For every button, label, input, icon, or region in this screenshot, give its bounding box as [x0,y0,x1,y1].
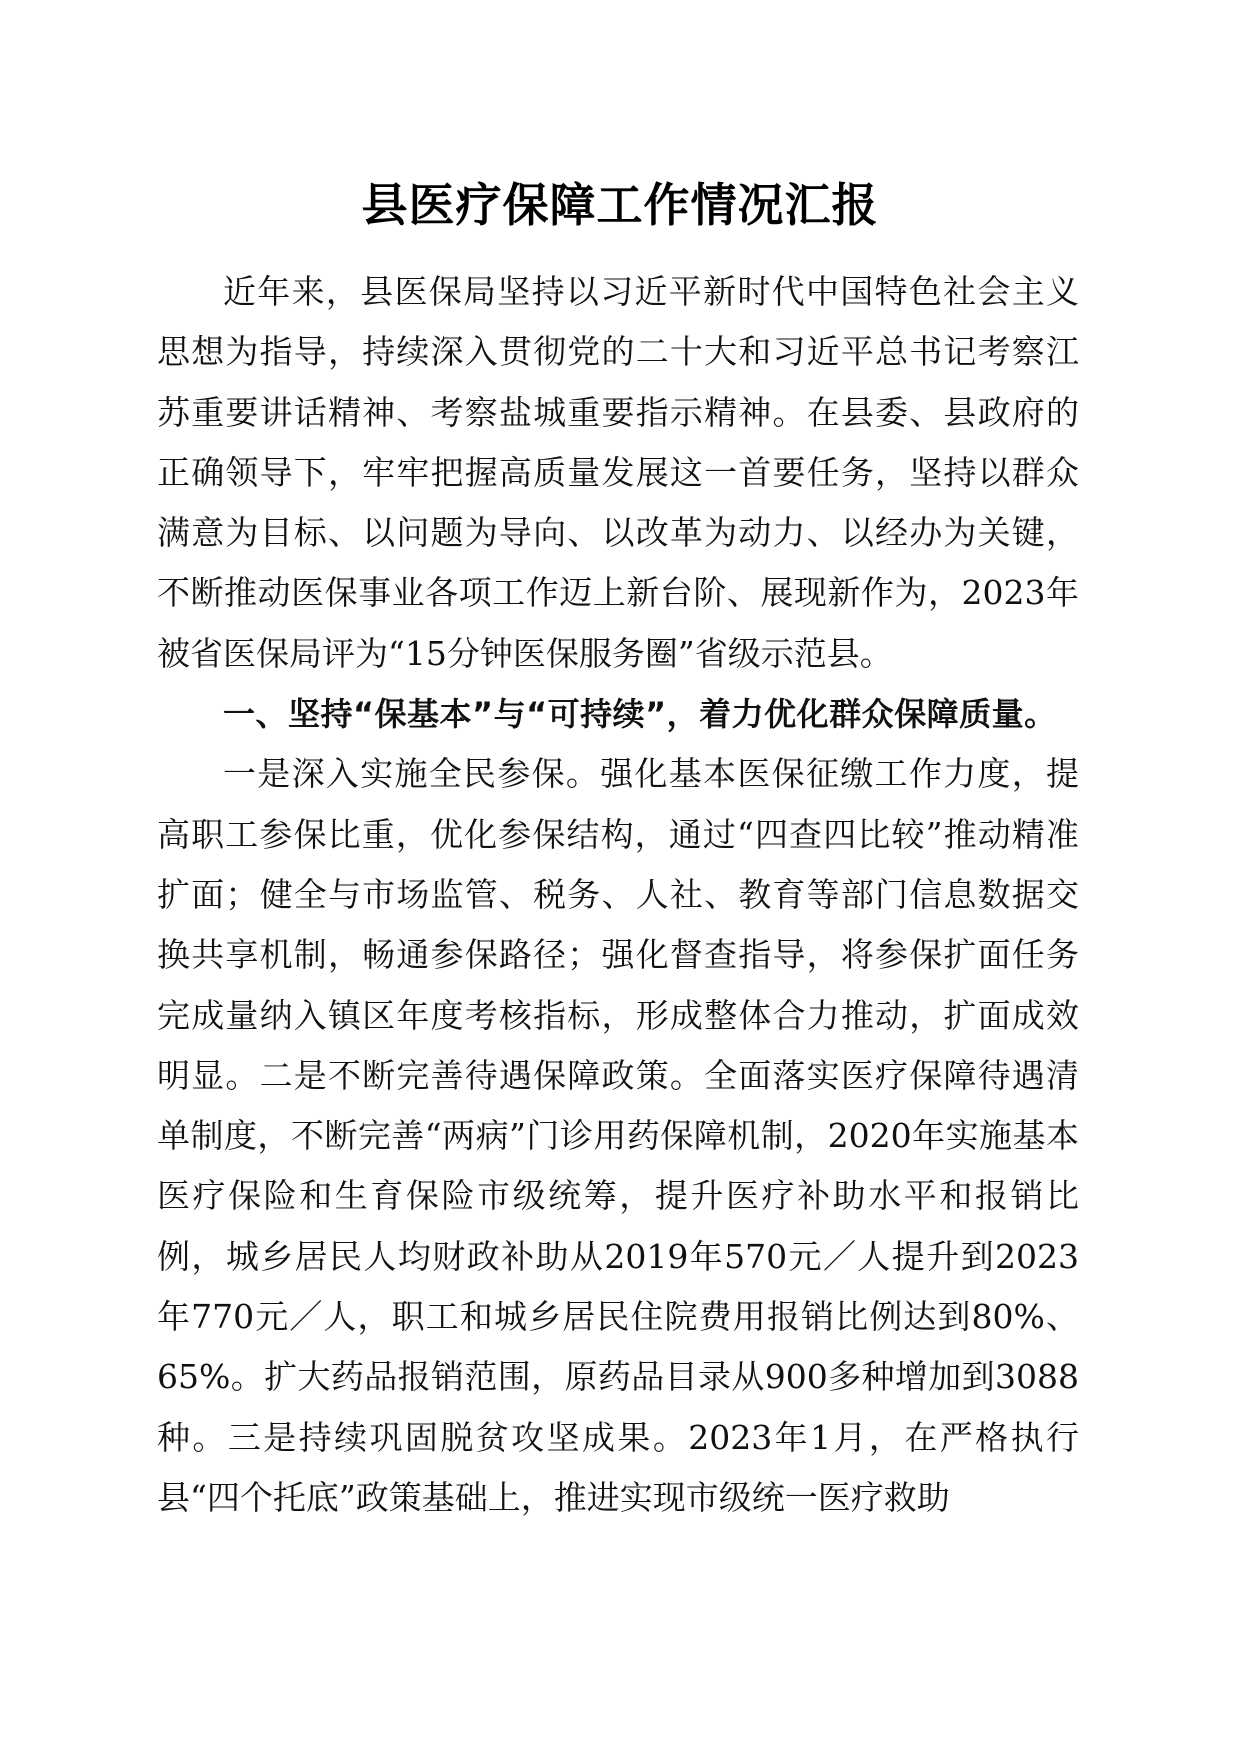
section-heading-1: 一、坚持“保基本”与“可持续”，着力优化群众保障质量。 [223,695,1057,734]
document-title: 县医疗保障工作情况汇报 [361,178,879,232]
paragraph-section-1-body: 一是深入实施全民参保。强化基本医保征缴工作力度，提高职工参保比重，优化参保结构，通过“四查四比较”推动精准扩面；健全与市场监管、税务、人社、教育等部门信息数据交换共享机制，畅通参保路径；强化督查指导，将参保扩面任务完成量纳入镇区年度考核指标，形成整体合力推动，扩面成效明显。二是不断完善待遇保障政策。全面落实医疗保障待遇清单制度，不断完善“两病”门诊用药保障机制，2020年实施基本医疗保险和生育保险市级统筹，提升医疗补助水平和报销比例，城乡居民人均财政补助从2019年570元／人提升到2023年770元／人，职工和城乡居民住院费用报销比例达到80%、65%。扩大药品报销范围，原药品目录从900多种增加到3088种。三是持续巩固脱贫攻坚成果。2023年1月，在严格执行县“四个托底”政策基础上，推进实现市级统一医疗救助 [157,754,1079,1517]
document-body [157,262,1079,1528]
paragraph-intro: 近年来，县医保局坚持以习近平新时代中国特色社会主义思想为指导，持续深入贯彻党的二十大和习近平总书记考察江苏重要讲话精神、考察盐城重要指示精神。在县委、县政府的正确领导下，牢牢把握高质量发展这一首要任务，坚持以群众满意为目标、以问题为导向、以改革为动力、以经办为关键，不断推动医保事业各项工作迈上新台阶、展现新作为，2023年被省医保局评为“15分钟医保服务圈”省级示范县。 [157,272,1079,673]
